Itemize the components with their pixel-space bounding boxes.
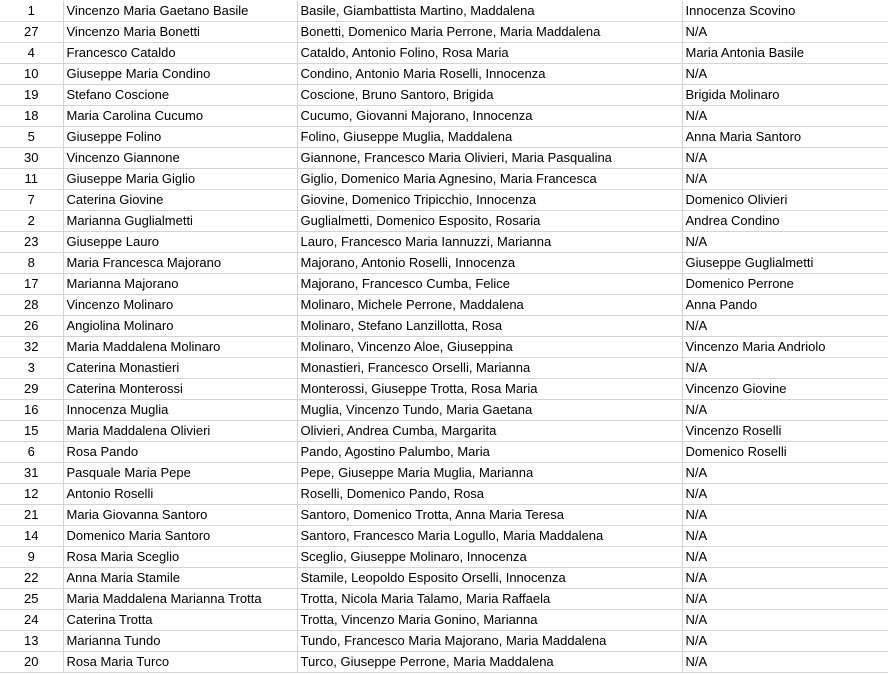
parents-cell[interactable]: Monastieri, Francesco Orselli, Marianna: [297, 358, 682, 379]
parents-cell[interactable]: Muglia, Vincenzo Tundo, Maria Gaetana: [297, 400, 682, 421]
table-row: [0, 463, 888, 484]
parents-cell[interactable]: Basile, Giambattista Martino, Maddalena: [297, 1, 682, 22]
table-row: [0, 295, 888, 316]
table-row: [0, 274, 888, 295]
table-row: [0, 1, 888, 22]
record-number-cell[interactable]: 16: [0, 400, 63, 421]
person-name-cell[interactable]: Marianna Tundo: [63, 631, 297, 652]
parents-cell[interactable]: Turco, Giuseppe Perrone, Maria Maddalena: [297, 652, 682, 673]
spouse-cell[interactable]: Anna Pando: [682, 295, 888, 316]
person-name-cell[interactable]: Rosa Maria Sceglio: [63, 547, 297, 568]
parents-cell[interactable]: Stamile, Leopoldo Esposito Orselli, Innocenza: [297, 568, 682, 589]
person-name-cell[interactable]: Caterina Monastieri: [63, 358, 297, 379]
table-row: [0, 64, 888, 85]
person-name-cell[interactable]: Giuseppe Maria Condino: [63, 64, 297, 85]
table-row: [0, 610, 888, 631]
parents-cell[interactable]: Guglialmetti, Domenico Esposito, Rosaria: [297, 211, 682, 232]
parents-cell[interactable]: Molinaro, Vincenzo Aloe, Giuseppina: [297, 337, 682, 358]
spouse-cell[interactable]: N/A: [682, 106, 888, 127]
table-row: [0, 652, 888, 673]
record-number-cell[interactable]: 1: [0, 1, 63, 22]
record-number-cell[interactable]: 8: [0, 253, 63, 274]
person-name-cell[interactable]: Maria Maddalena Marianna Trotta: [63, 589, 297, 610]
spouse-cell[interactable]: N/A: [682, 526, 888, 547]
person-name-cell[interactable]: Antonio Roselli: [63, 484, 297, 505]
table-row: [0, 22, 888, 43]
spouse-cell[interactable]: N/A: [682, 484, 888, 505]
parents-cell[interactable]: Giglio, Domenico Maria Agnesino, Maria Francesca: [297, 169, 682, 190]
record-number-cell[interactable]: 29: [0, 379, 63, 400]
table-row: [0, 358, 888, 379]
record-number-cell[interactable]: 2: [0, 211, 63, 232]
parents-cell[interactable]: Sceglio, Giuseppe Molinaro, Innocenza: [297, 547, 682, 568]
table-row: [0, 631, 888, 652]
person-name-cell[interactable]: Giuseppe Lauro: [63, 232, 297, 253]
person-name-cell[interactable]: Vincenzo Maria Bonetti: [63, 22, 297, 43]
parents-cell[interactable]: Majorano, Antonio Roselli, Innocenza: [297, 253, 682, 274]
person-name-cell[interactable]: Stefano Coscione: [63, 85, 297, 106]
person-name-cell[interactable]: Maria Carolina Cucumo: [63, 106, 297, 127]
table-row: [0, 190, 888, 211]
table-row: [0, 253, 888, 274]
person-name-cell[interactable]: Francesco Cataldo: [63, 43, 297, 64]
spouse-cell[interactable]: N/A: [682, 652, 888, 673]
parents-cell[interactable]: Pepe, Giuseppe Maria Muglia, Marianna: [297, 463, 682, 484]
table-row: [0, 43, 888, 64]
spouse-cell[interactable]: N/A: [682, 148, 888, 169]
record-number-cell[interactable]: 13: [0, 631, 63, 652]
table-row: [0, 421, 888, 442]
person-name-cell[interactable]: Vincenzo Molinaro: [63, 295, 297, 316]
parents-cell[interactable]: Cataldo, Antonio Folino, Rosa Maria: [297, 43, 682, 64]
table-row: [0, 526, 888, 547]
record-number-cell[interactable]: 7: [0, 190, 63, 211]
parents-cell[interactable]: Molinaro, Stefano Lanzillotta, Rosa: [297, 316, 682, 337]
person-name-cell[interactable]: Pasquale Maria Pepe: [63, 463, 297, 484]
parents-cell[interactable]: Santoro, Francesco Maria Logullo, Maria Maddalena: [297, 526, 682, 547]
spouse-cell[interactable]: N/A: [682, 610, 888, 631]
record-number-cell[interactable]: 9: [0, 547, 63, 568]
person-name-cell[interactable]: Vincenzo Giannone: [63, 148, 297, 169]
record-number-cell[interactable]: 25: [0, 589, 63, 610]
parents-cell[interactable]: Cucumo, Giovanni Majorano, Innocenza: [297, 106, 682, 127]
table-row: [0, 169, 888, 190]
table-row: [0, 232, 888, 253]
spouse-cell[interactable]: Vincenzo Roselli: [682, 421, 888, 442]
spouse-cell[interactable]: N/A: [682, 316, 888, 337]
table-row: [0, 316, 888, 337]
parents-cell[interactable]: Tundo, Francesco Maria Majorano, Maria Maddalena: [297, 631, 682, 652]
table-row: [0, 589, 888, 610]
table-row: [0, 106, 888, 127]
spouse-cell[interactable]: N/A: [682, 169, 888, 190]
table-row: [0, 568, 888, 589]
records-table: [0, 1, 888, 673]
record-number-cell[interactable]: 15: [0, 421, 63, 442]
parents-cell[interactable]: Trotta, Nicola Maria Talamo, Maria Raffaela: [297, 589, 682, 610]
record-number-cell[interactable]: 26: [0, 316, 63, 337]
spouse-cell[interactable]: N/A: [682, 358, 888, 379]
spouse-cell[interactable]: Vincenzo Giovine: [682, 379, 888, 400]
person-name-cell[interactable]: Rosa Maria Turco: [63, 652, 297, 673]
spouse-cell[interactable]: N/A: [682, 589, 888, 610]
person-name-cell[interactable]: Caterina Monterossi: [63, 379, 297, 400]
spouse-cell[interactable]: N/A: [682, 547, 888, 568]
spouse-cell[interactable]: Innocenza Scovino: [682, 1, 888, 22]
table-row: [0, 379, 888, 400]
parents-cell[interactable]: Pando, Agostino Palumbo, Maria: [297, 442, 682, 463]
parents-cell[interactable]: Giannone, Francesco Maria Olivieri, Maria Pasqualina: [297, 148, 682, 169]
parents-cell[interactable]: Condino, Antonio Maria Roselli, Innocenza: [297, 64, 682, 85]
parents-cell[interactable]: Olivieri, Andrea Cumba, Margarita: [297, 421, 682, 442]
record-number-cell[interactable]: 30: [0, 148, 63, 169]
record-number-cell[interactable]: 28: [0, 295, 63, 316]
record-number-cell[interactable]: 11: [0, 169, 63, 190]
record-number-cell[interactable]: 21: [0, 505, 63, 526]
records-table-body: [0, 1, 888, 673]
spouse-cell[interactable]: N/A: [682, 568, 888, 589]
spouse-cell[interactable]: Anna Maria Santoro: [682, 127, 888, 148]
spouse-cell[interactable]: Domenico Roselli: [682, 442, 888, 463]
table-row: [0, 400, 888, 421]
person-name-cell[interactable]: Marianna Guglialmetti: [63, 211, 297, 232]
parents-cell[interactable]: Majorano, Francesco Cumba, Felice: [297, 274, 682, 295]
record-number-cell[interactable]: 4: [0, 43, 63, 64]
table-row: [0, 442, 888, 463]
record-number-cell[interactable]: 17: [0, 274, 63, 295]
parents-cell[interactable]: Monterossi, Giuseppe Trotta, Rosa Maria: [297, 379, 682, 400]
record-number-cell[interactable]: 22: [0, 568, 63, 589]
record-number-cell[interactable]: 10: [0, 64, 63, 85]
spouse-cell[interactable]: N/A: [682, 505, 888, 526]
spouse-cell[interactable]: N/A: [682, 631, 888, 652]
table-row: [0, 211, 888, 232]
spouse-cell[interactable]: N/A: [682, 64, 888, 85]
record-number-cell[interactable]: 3: [0, 358, 63, 379]
spouse-cell[interactable]: Maria Antonia Basile: [682, 43, 888, 64]
person-name-cell[interactable]: Rosa Pando: [63, 442, 297, 463]
record-number-cell[interactable]: 24: [0, 610, 63, 631]
spouse-cell[interactable]: N/A: [682, 400, 888, 421]
person-name-cell[interactable]: Marianna Majorano: [63, 274, 297, 295]
table-row: [0, 505, 888, 526]
table-row: [0, 148, 888, 169]
parents-cell[interactable]: Giovine, Domenico Tripicchio, Innocenza: [297, 190, 682, 211]
parents-cell[interactable]: Bonetti, Domenico Maria Perrone, Maria Maddalena: [297, 22, 682, 43]
spouse-cell[interactable]: Domenico Perrone: [682, 274, 888, 295]
person-name-cell[interactable]: Innocenza Muglia: [63, 400, 297, 421]
table-row: [0, 337, 888, 358]
person-name-cell[interactable]: Anna Maria Stamile: [63, 568, 297, 589]
person-name-cell[interactable]: Caterina Giovine: [63, 190, 297, 211]
parents-cell[interactable]: Roselli, Domenico Pando, Rosa: [297, 484, 682, 505]
person-name-cell[interactable]: Maria Maddalena Molinaro: [63, 337, 297, 358]
parents-cell[interactable]: Coscione, Bruno Santoro, Brigida: [297, 85, 682, 106]
record-number-cell[interactable]: 18: [0, 106, 63, 127]
person-name-cell[interactable]: Vincenzo Maria Gaetano Basile: [63, 1, 297, 22]
record-number-cell[interactable]: 12: [0, 484, 63, 505]
spouse-cell[interactable]: Vincenzo Maria Andriolo: [682, 337, 888, 358]
parents-cell[interactable]: Molinaro, Michele Perrone, Maddalena: [297, 295, 682, 316]
spouse-cell[interactable]: Andrea Condino: [682, 211, 888, 232]
spouse-cell[interactable]: Brigida Molinaro: [682, 85, 888, 106]
table-row: [0, 85, 888, 106]
record-number-cell[interactable]: 32: [0, 337, 63, 358]
spouse-cell[interactable]: N/A: [682, 22, 888, 43]
record-number-cell[interactable]: 19: [0, 85, 63, 106]
spouse-cell[interactable]: N/A: [682, 463, 888, 484]
record-number-cell[interactable]: 20: [0, 652, 63, 673]
person-name-cell[interactable]: Maria Maddalena Olivieri: [63, 421, 297, 442]
table-row: [0, 547, 888, 568]
record-number-cell[interactable]: 31: [0, 463, 63, 484]
record-number-cell[interactable]: 6: [0, 442, 63, 463]
person-name-cell[interactable]: Maria Francesca Majorano: [63, 253, 297, 274]
parents-cell[interactable]: Santoro, Domenico Trotta, Anna Maria Teresa: [297, 505, 682, 526]
table-row: [0, 484, 888, 505]
person-name-cell[interactable]: Domenico Maria Santoro: [63, 526, 297, 547]
spouse-cell[interactable]: Giuseppe Guglialmetti: [682, 253, 888, 274]
parents-cell[interactable]: Folino, Giuseppe Muglia, Maddalena: [297, 127, 682, 148]
spouse-cell[interactable]: N/A: [682, 232, 888, 253]
record-number-cell[interactable]: 23: [0, 232, 63, 253]
record-number-cell[interactable]: 27: [0, 22, 63, 43]
record-number-cell[interactable]: 14: [0, 526, 63, 547]
spouse-cell[interactable]: Domenico Olivieri: [682, 190, 888, 211]
person-name-cell[interactable]: Caterina Trotta: [63, 610, 297, 631]
person-name-cell[interactable]: Maria Giovanna Santoro: [63, 505, 297, 526]
person-name-cell[interactable]: Angiolina Molinaro: [63, 316, 297, 337]
table-row: [0, 127, 888, 148]
parents-cell[interactable]: Lauro, Francesco Maria Iannuzzi, Marianna: [297, 232, 682, 253]
person-name-cell[interactable]: Giuseppe Maria Giglio: [63, 169, 297, 190]
record-number-cell[interactable]: 5: [0, 127, 63, 148]
parents-cell[interactable]: Trotta, Vincenzo Maria Gonino, Marianna: [297, 610, 682, 631]
person-name-cell[interactable]: Giuseppe Folino: [63, 127, 297, 148]
